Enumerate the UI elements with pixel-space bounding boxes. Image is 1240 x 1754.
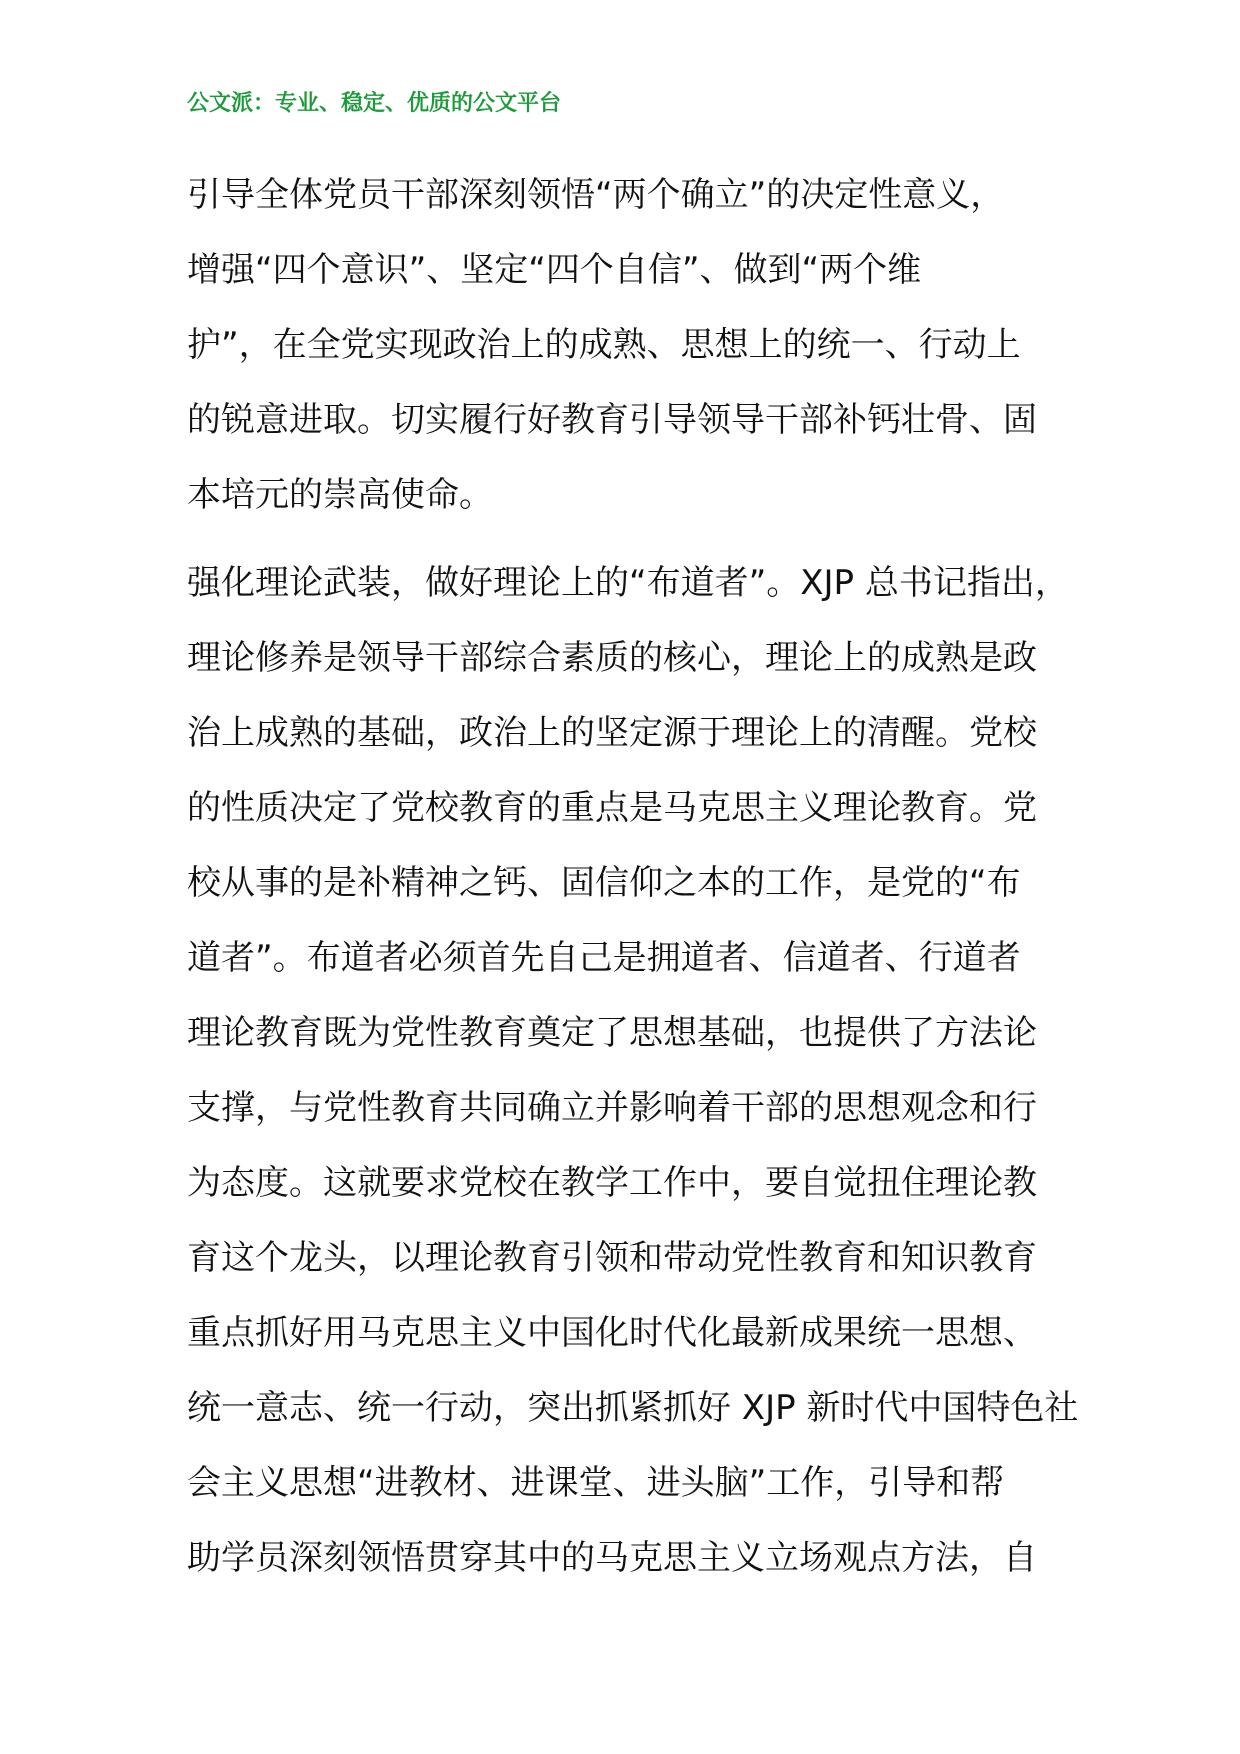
- paragraph-line: 增强“四个意识”、坚定“四个自信”、做到“两个维: [187, 250, 922, 290]
- paragraph-line: 校从事的是补精神之钙、固信仰之本的工作，是党的“布: [187, 863, 1021, 903]
- paragraph-line: 为态度。这就要求党校在教学工作中，要自觉扭住理论教: [187, 1163, 1037, 1203]
- paragraph-line: 的锐意进取。切实履行好教育引导领导干部补钙壮骨、固: [187, 400, 1037, 440]
- paragraph-line: 道者”。布道者必须首先自己是拥道者、信道者、行道者: [187, 938, 1021, 978]
- paragraph-line: 支撑，与党性教育共同确立并影响着干部的思想观念和行: [187, 1088, 1037, 1128]
- paragraph-line: 的性质决定了党校教育的重点是马克思主义理论教育。党: [187, 788, 1037, 828]
- paragraph-line: 本培元的崇高使命。: [187, 475, 493, 515]
- paragraph-line: 强化理论武装，做好理论上的“布道者”。XJP 总书记指出，: [187, 563, 1069, 603]
- paragraph-line: 治上成熟的基础，政治上的坚定源于理论上的清醒。党校: [187, 713, 1037, 753]
- paragraph-1: [187, 158, 1087, 533]
- site-header-title: 公文派：专业、稳定、优质的公文平台: [187, 91, 562, 116]
- paragraph-line: 育这个龙头，以理论教育引领和带动党性教育和知识教育: [187, 1238, 1037, 1278]
- paragraph-line: 引导全体党员干部深刻领悟“两个确立”的决定性意义，: [187, 175, 1005, 215]
- paragraph-line: 统一意志、统一行动，突出抓紧抓好 XJP 新时代中国特色社: [187, 1388, 1079, 1428]
- paragraph-2: [187, 546, 1087, 1596]
- paragraph-line: 助学员深刻领悟贯穿其中的马克思主义立场观点方法，自: [187, 1538, 1037, 1578]
- paragraph-line: 护”，在全党实现政治上的成熟、思想上的统一、行动上: [187, 325, 1021, 365]
- paragraph-line: 重点抓好用马克思主义中国化时代化最新成果统一思想、: [187, 1313, 1037, 1353]
- paragraph-line: 会主义思想“进教材、进课堂、进头脑”工作，引导和帮: [187, 1463, 1005, 1503]
- paragraph-line: 理论修养是领导干部综合素质的核心，理论上的成熟是政: [187, 638, 1037, 678]
- paragraph-line: 理论教育既为党性教育奠定了思想基础，也提供了方法论: [187, 1013, 1037, 1053]
